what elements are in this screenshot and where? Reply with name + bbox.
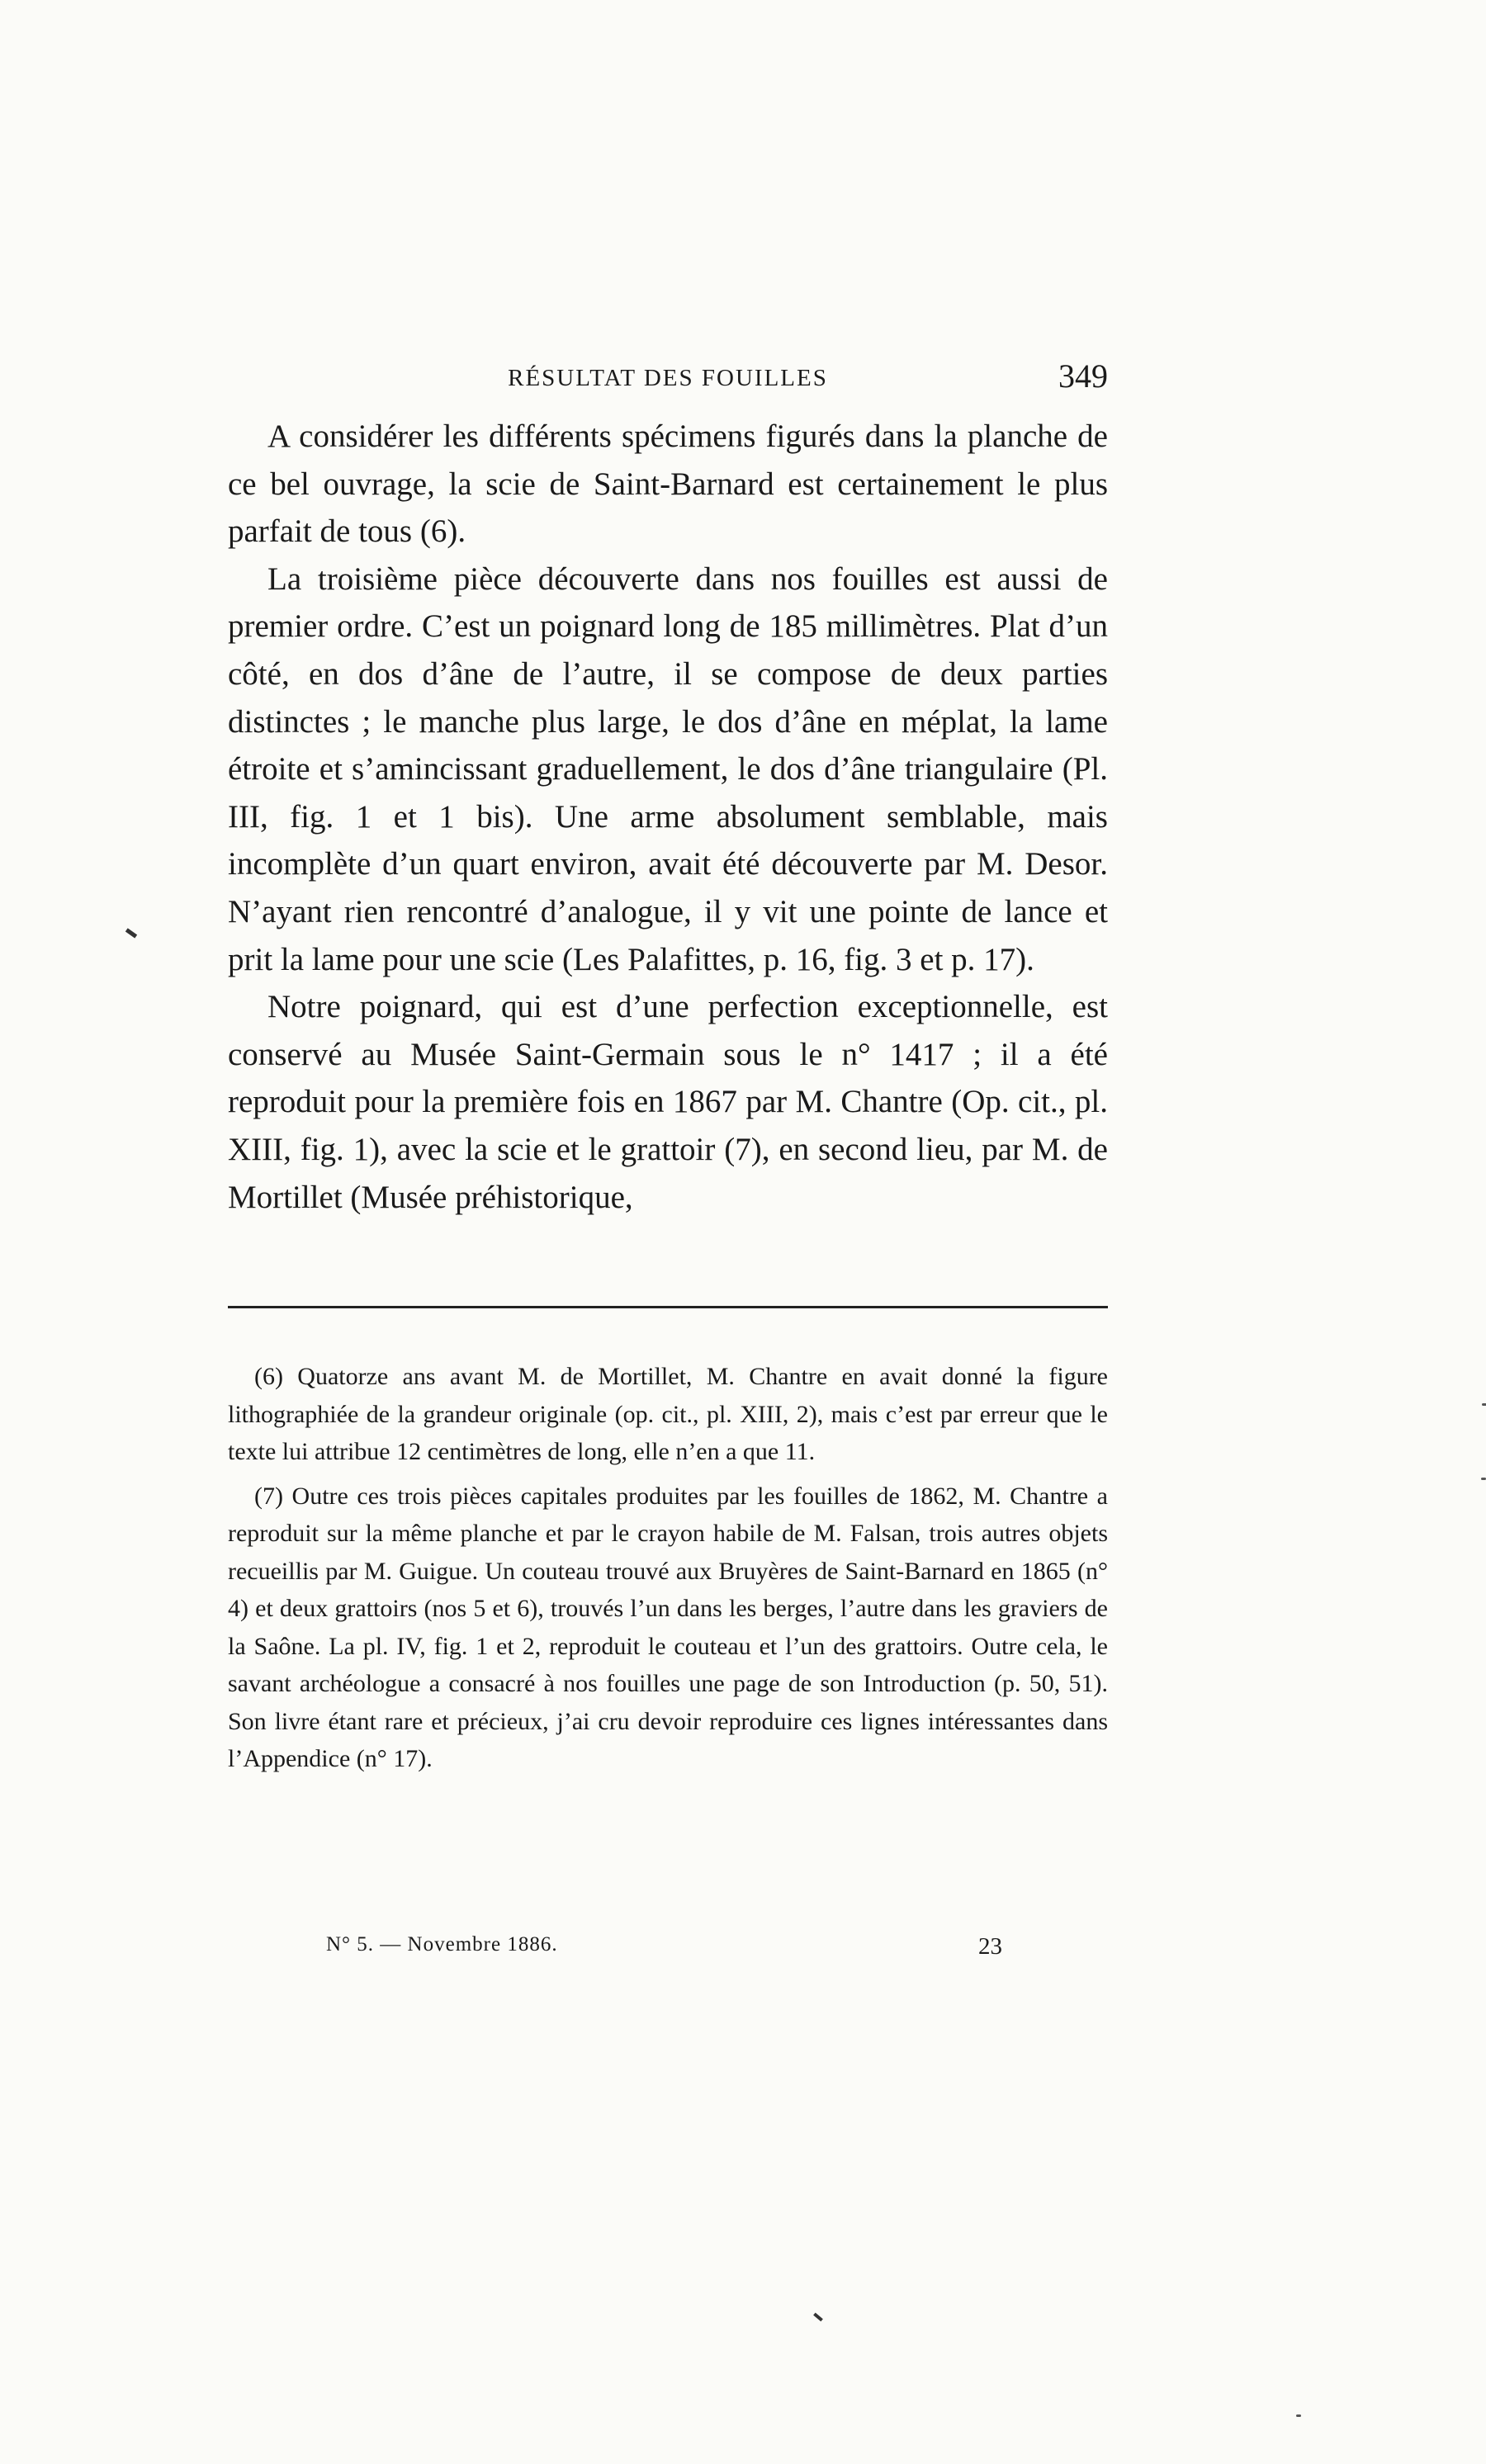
body-text <box>228 413 1108 1221</box>
footnotes <box>228 1358 1108 1785</box>
scan-speck <box>1481 1478 1486 1480</box>
signature-mark: 23 <box>978 1933 1002 1960</box>
footnote-6: (6) Quatorze ans avant M. de Mortillet, M. Chantre en avait donné la figure lithographiée de la grandeur originale (op. cit., pl. XIII, 2), mais c’est par erreur que le texte lui attribue 12 centimètres de long, elle n’en a que 11. <box>228 1363 1108 1465</box>
scan-mark-bottom <box>813 2313 823 2322</box>
body-paragraph-3: Notre poignard, qui est d’une perfection exceptionnelle, est conservé au Musée Saint-Germain sous le n° 1417 ; il a été reproduit pour la première fois en 1867 par M. Chantre (Op. cit., pl. XIII, fig. 1), avec la scie et le grattoir (7), en second lieu, par M. de Mortillet (Musée préhistorique, <box>228 989 1108 1215</box>
scan-speck <box>1296 2414 1301 2417</box>
body-paragraph-1: A considérer les différents spécimens figurés dans la planche de ce bel ouvrage, la scie de Saint-Barnard est certainement le plus parfait de tous (6). <box>228 419 1108 550</box>
page-number: 349 <box>1058 357 1108 395</box>
footnote-7: (7) Outre ces trois pièces capitales produites par les fouilles de 1862, M. Chantre a reproduit sur la même planche et par le crayon habile de M. Falsan, trois autres objets recueillis par M. Guigue. Un couteau trouvé aux Bruyères de Saint-Barnard en 1865 (n° 4) et deux grattoirs (nos 5 et 6), trouvés l’un dans les berges, l’autre dans les graviers de la Saône. La pl. IV, fig. 1 et 2, reproduit le couteau et l’un des grattoirs. Outre cela, le savant archéologue a consacré à nos fouilles une page de son Introduction (p. 50, 51). Son livre étant rare et précieux, j’ai cru devoir reproduire ces lignes intéressantes dans l’Appendice (n° 17). <box>228 1482 1108 1772</box>
footnote-divider <box>228 1306 1108 1308</box>
scan-speck <box>1482 1403 1486 1406</box>
running-title: RÉSULTAT DES FOUILLES <box>508 365 828 391</box>
body-paragraph-2: La troisième pièce découverte dans nos fouilles est aussi de premier ordre. C’est un poignard long de 185 millimètres. Plat d’un côté, en dos d’âne de l’autre, il se compose de deux parties distinctes ; le manche plus large, le dos d’âne en méplat, la lame étroite et s’amincissant graduellement, le dos d’âne triangulaire (Pl. III, fig. 1 et 1 bis). Une arme absolument semblable, mais incomplète d’un quart environ, avait été découverte par M. Desor. N’ayant rien rencontré d’analogue, il y vit une pointe de lance et prit la lame pour une scie (Les Palafittes, p. 16, fig. 3 et p. 17). <box>228 560 1108 977</box>
issue-date: N° 5. — Novembre 1886. <box>326 1933 558 1956</box>
running-head <box>228 357 1108 406</box>
scan-mark-left <box>125 928 137 938</box>
signature-line <box>326 1933 1110 1966</box>
